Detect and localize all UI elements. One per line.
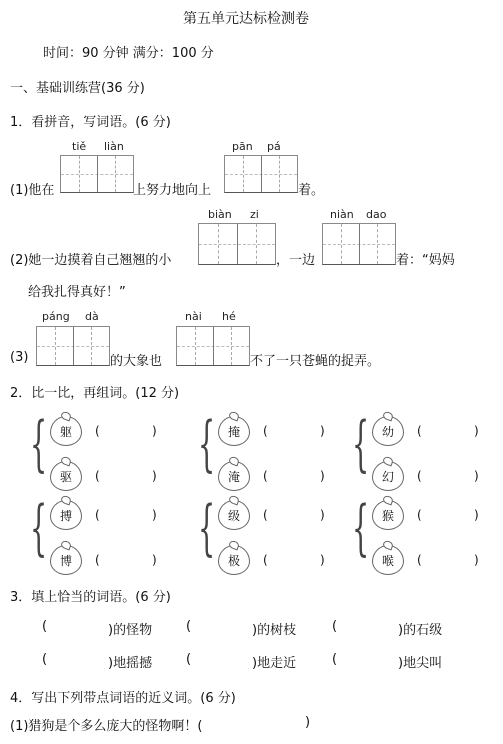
section-heading: 一、基础训练营(36 分) [10, 81, 145, 96]
pinyin: biàn [208, 208, 232, 221]
pinyin: pān [232, 140, 253, 153]
answer-grid[interactable] [176, 326, 250, 366]
paren-close: ) [305, 715, 311, 730]
sentence-text: 给我扎得真好！” [28, 285, 126, 300]
paren-open: ( [42, 652, 48, 667]
fill-item[interactable]: )地走近 [252, 656, 297, 671]
sentence-text: 上努力地向上 [133, 183, 212, 198]
answer-grid[interactable] [224, 155, 298, 193]
paren-open: ( [186, 619, 192, 634]
sentence-text: 的大象也 [110, 354, 163, 369]
char-peach: 幻 [372, 461, 404, 491]
pinyin: zi [250, 208, 259, 221]
paren-open: ( [263, 469, 268, 483]
fill-item[interactable]: )地摇撼 [108, 656, 153, 671]
q2-heading: 2．比一比，再组词。(12 分) [10, 386, 180, 401]
pinyin: dao [366, 208, 387, 221]
sentence-text: (1)他在 [10, 183, 55, 198]
char-peach: 级 [218, 500, 250, 530]
sentence-text: (3) [10, 350, 29, 365]
answer-grid[interactable] [322, 223, 396, 265]
paren-close: ) [474, 469, 479, 483]
answer-grid[interactable] [36, 326, 110, 366]
answer-grid[interactable] [198, 223, 276, 265]
fill-item[interactable]: )的树枝 [252, 623, 297, 638]
brace: { [352, 493, 370, 563]
pinyin: pá [267, 140, 281, 153]
paren-open: ( [417, 553, 422, 567]
paren-close: ) [152, 424, 157, 438]
pinyin: hé [222, 310, 236, 323]
paren-close: ) [474, 424, 479, 438]
brace: { [352, 409, 370, 479]
pinyin: páng [42, 310, 70, 323]
q3-heading: 3．填上恰当的词语。(6 分) [10, 590, 171, 605]
paren-open: ( [42, 619, 48, 634]
char-peach: 驱 [50, 461, 82, 491]
paren-open: ( [263, 508, 268, 522]
char-peach: 淹 [218, 461, 250, 491]
pinyin: dà [85, 310, 99, 323]
paren-open: ( [95, 424, 100, 438]
paren-open: ( [95, 508, 100, 522]
paren-close: ) [320, 508, 325, 522]
pinyin: nài [185, 310, 202, 323]
fill-item[interactable]: )的怪物 [108, 623, 153, 638]
char-peach: 极 [218, 545, 250, 575]
brace: { [30, 493, 48, 563]
sentence-text: 不了一只苍蝇的捉弄。 [250, 354, 381, 369]
paren-close: ) [152, 508, 157, 522]
char-peach: 躯 [50, 416, 82, 446]
paren-open: ( [95, 553, 100, 567]
char-peach: 掩 [218, 416, 250, 446]
paren-open: ( [263, 553, 268, 567]
pinyin: tiě [72, 140, 87, 153]
time-score: 时间：90 分钟 满分：100 分 [43, 46, 214, 61]
paren-close: ) [474, 553, 479, 567]
paren-close: ) [320, 553, 325, 567]
paren-close: ) [320, 424, 325, 438]
paren-close: ) [152, 469, 157, 483]
brace: { [198, 493, 216, 563]
char-peach: 博 [50, 545, 82, 575]
paren-close: ) [320, 469, 325, 483]
brace: { [198, 409, 216, 479]
pinyin: liàn [104, 140, 124, 153]
char-peach: 搏 [50, 500, 82, 530]
q1-heading: 1．看拼音，写词语。(6 分) [10, 115, 171, 130]
answer-grid[interactable] [60, 155, 134, 193]
fill-item[interactable]: )地尖叫 [398, 656, 443, 671]
paren-open: ( [417, 469, 422, 483]
sentence-text: ，一边 [276, 253, 316, 268]
fill-item[interactable]: )的石级 [398, 623, 443, 638]
paren-close: ) [474, 508, 479, 522]
sentence-text: 着：“妈妈 [396, 253, 455, 268]
char-peach: 猴 [372, 500, 404, 530]
q4-heading: 4．写出下列带点词语的近义词。(6 分) [10, 691, 236, 706]
sentence-text: 着。 [298, 183, 325, 198]
paren-open: ( [263, 424, 268, 438]
sentence-text: (2)她一边摸着自己翘翘的小 [10, 253, 172, 268]
char-peach: 喉 [372, 545, 404, 575]
paren-open: ( [186, 652, 192, 667]
paren-open: ( [95, 469, 100, 483]
brace: { [30, 409, 48, 479]
page-title: 第五单元达标检测卷 [183, 11, 309, 27]
paren-open: ( [332, 619, 338, 634]
paren-close: ) [152, 553, 157, 567]
pinyin: niàn [330, 208, 354, 221]
paren-open: ( [417, 424, 422, 438]
paren-open: ( [332, 652, 338, 667]
char-peach: 幼 [372, 416, 404, 446]
paren-open: ( [417, 508, 422, 522]
sentence-text: (1)猎狗是个多么庞大的怪物啊！( [10, 719, 203, 734]
